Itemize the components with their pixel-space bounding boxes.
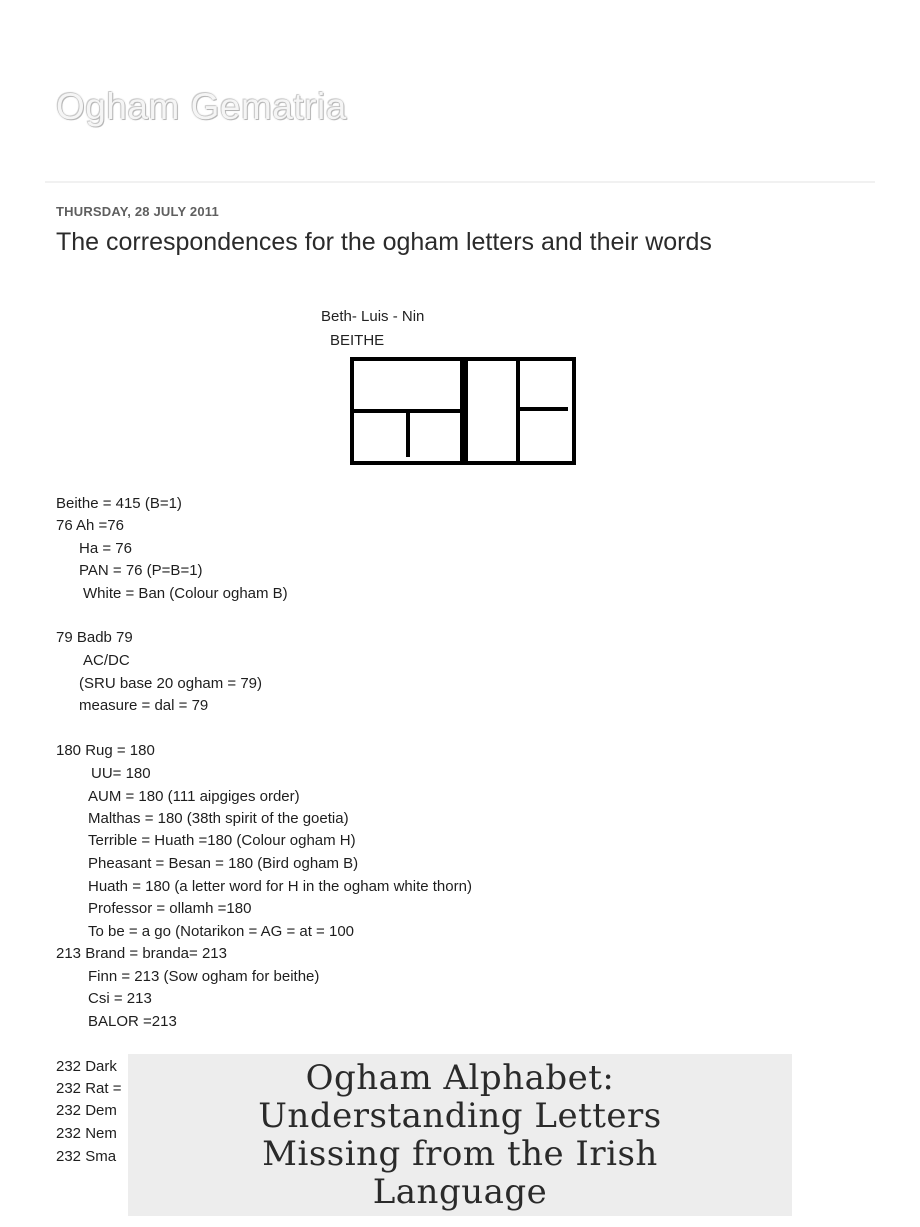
entry-line: 232 Dem	[56, 1102, 117, 1119]
entry-line: 232 Rat =	[56, 1080, 122, 1097]
overlay-title	[180, 1059, 740, 1211]
caption-overlay	[128, 1054, 792, 1216]
entry-line: PAN = 76 (P=B=1)	[79, 562, 203, 579]
overlay-line: Language	[372, 1172, 548, 1212]
header-divider	[45, 181, 875, 183]
blog-title[interactable]: Ogham Gematria	[56, 86, 347, 127]
beithe-letter-glyph-image	[346, 353, 582, 467]
entry-line: 232 Dark	[56, 1058, 117, 1075]
overlay-line: Missing from the Irish	[262, 1134, 658, 1174]
entry-line: UU= 180	[91, 765, 151, 782]
entry-line: measure = dal = 79	[79, 697, 209, 714]
entry-line: 213 Brand = branda= 213	[56, 945, 227, 962]
entry-line: Huath = 180 (a letter word for H in the ogham white thorn)	[88, 878, 472, 895]
entry-line: 232 Sma	[56, 1148, 117, 1165]
entry-line: 79 Badb 79	[56, 629, 133, 646]
entry-line: AC/DC	[83, 652, 130, 669]
overlay-line: Ogham Alphabet:	[305, 1058, 615, 1098]
entry-line: White = Ban (Colour ogham B)	[83, 585, 288, 602]
entry-line: 232 Nem	[56, 1125, 117, 1142]
entry-line: Malthas = 180 (38th spirit of the goetia)	[88, 810, 349, 827]
entry-line: BALOR =213	[88, 1013, 177, 1030]
entry-line: Terrible = Huath =180 (Colour ogham H)	[88, 832, 356, 849]
figure-caption-line-1: Beth- Luis - Nin	[321, 308, 425, 325]
entry-line: Ha = 76	[79, 540, 132, 557]
entry-line: Pheasant = Besan = 180 (Bird ogham B)	[88, 855, 359, 872]
post-title[interactable]: The correspondences for the ogham letters and their words	[56, 228, 712, 256]
entry-line: Professor = ollamh =180	[88, 900, 252, 917]
overlay-line: Understanding Letters	[258, 1096, 662, 1136]
entry-line: To be = a go (Notarikon = AG = at = 100	[88, 923, 355, 940]
entry-line: Csi = 213	[88, 990, 152, 1007]
post-date: THURSDAY, 28 JULY 2011	[56, 204, 219, 219]
entry-line: Beithe = 415 (B=1)	[56, 495, 182, 512]
entry-line: (SRU base 20 ogham = 79)	[79, 675, 263, 692]
entry-line: 180 Rug = 180	[56, 742, 155, 759]
entry-line: 76 Ah =76	[56, 517, 124, 534]
entry-line: Finn = 213 (Sow ogham for beithe)	[88, 968, 320, 985]
entry-line: AUM = 180 (111 aipgiges order)	[88, 788, 300, 805]
figure-caption-line-2: BEITHE	[330, 332, 385, 349]
